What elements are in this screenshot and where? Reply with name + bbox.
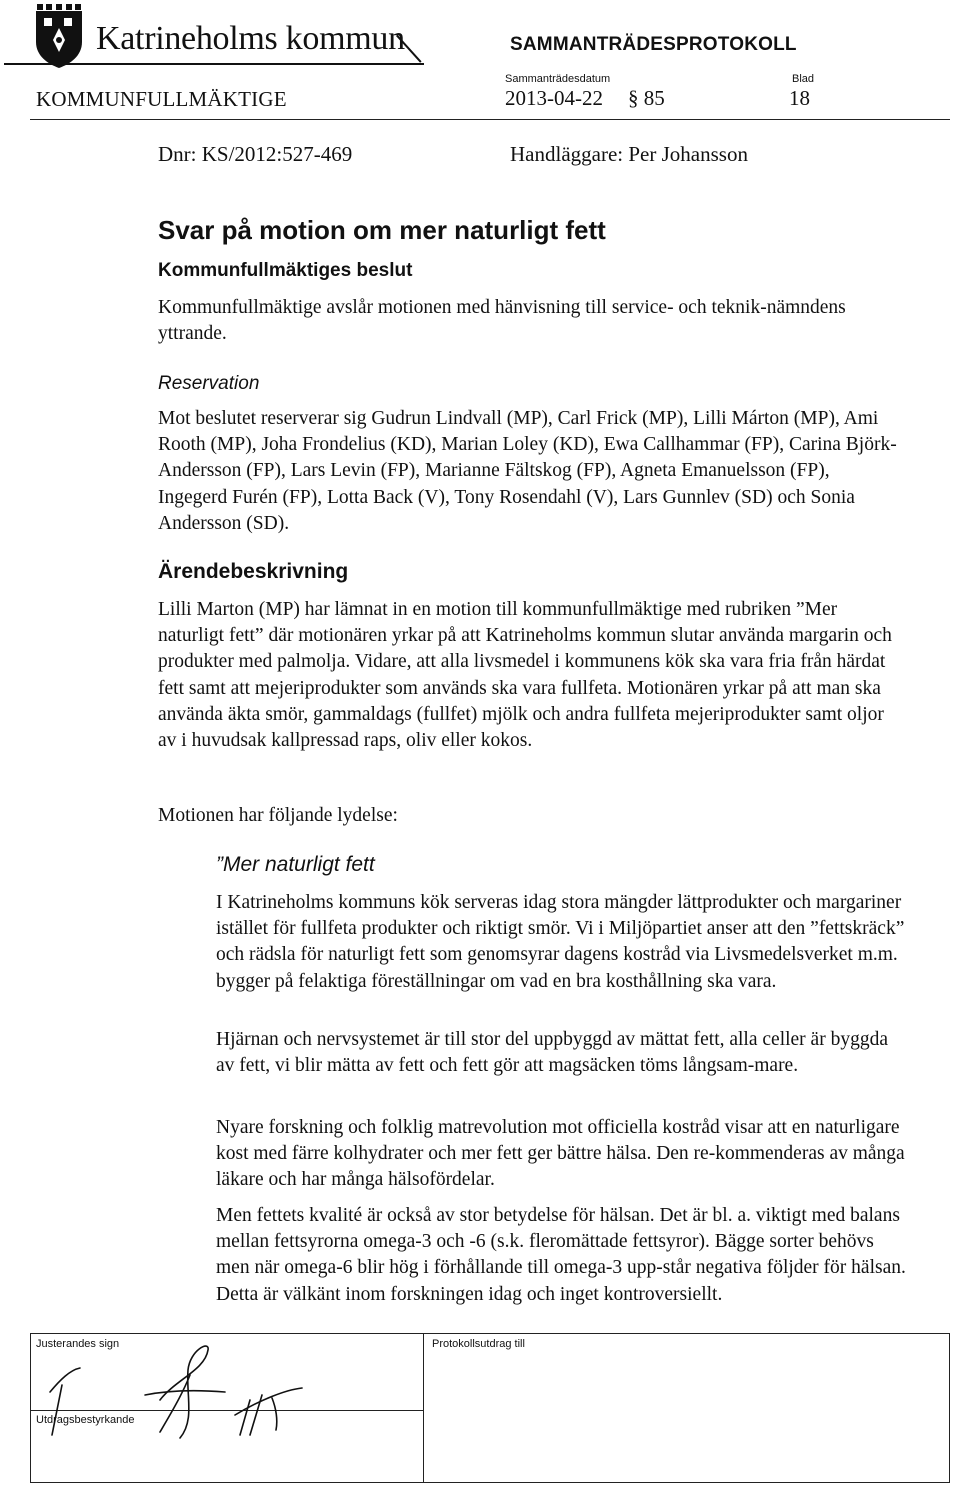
reservation-heading: Reservation <box>158 373 260 394</box>
organ-name: KOMMUNFULLMÄKTIGE <box>36 87 287 111</box>
motion-paragraph-1: I Katrineholms kommuns kök serveras idag stora mängder lättprodukter och margariner istället för fullfeta produkter och riktigt smör. Vi i Miljöpartiet anser att den ”fettskräck” och rädsla för naturligt fett som genomsyrar dagens kostråd via Livsmedelsverket m.m. bygger på felaktiga föreställningar om vad en bra kosthållning ska vara. <box>216 892 905 992</box>
protocol-extract-label: Protokollsutdrag till <box>432 1338 525 1350</box>
motion-paragraph-2: Hjärnan och nervsystemet är till stor del uppbyggd av mättat fett, alla celler är byggda av fett, vi blir mätta av fett och fett gör att magsäcken töms långsam-mare. <box>216 1029 888 1077</box>
motion-title: ”Mer naturligt fett <box>216 853 375 876</box>
diary-number: Dnr: KS/2012:527-469 <box>158 142 353 166</box>
handwritten-signatures <box>40 1340 340 1440</box>
reservation-text: Mot beslutet reserverar sig Gudrun Lindvall (MP), Carl Frick (MP), Lilli Márton (MP), Ami Rooth (MP), Joha Frondelius (KD), Marian Loley (KD), Ewa Callhammar (FP), Carina Björk-Andersson (FP), Lars Levin (FP), Marianne Fältskog (FP), Agneta Emanuelsson (FP), Ingegerd Furén (FP), Lotta Back (V), Tony Rosendahl (V), Lars Gunnlev (SD) och Sonia Andersson (SD). <box>158 408 897 534</box>
protocol-title: SAMMANTRÄDESPROTOKOLL <box>510 34 797 55</box>
date-label: Sammanträdesdatum <box>505 73 611 85</box>
header-divider <box>30 119 950 120</box>
motion-paragraph-3: Nyare forskning och folklig matrevolution mot officiella kostråd visar att en naturligare kost med färre kolhydrater och mer fett ger bättre hälsa. Den re-kommenderas av många läkare och har många hälsofördelar. <box>216 1117 905 1191</box>
adjuster-sign-label: Justerandes sign <box>36 1338 120 1350</box>
brand-underline <box>4 63 424 65</box>
extract-certification-label: Utdragsbestyrkande <box>36 1414 135 1426</box>
municipal-crest-icon <box>34 4 84 68</box>
case-officer: Handläggare: Per Johansson <box>510 142 748 166</box>
page-label: Blad <box>792 73 815 85</box>
decision-text: Kommunfullmäktige avslår motionen med hänvisning till service- och teknik-nämndens yttrande. <box>158 297 846 345</box>
municipality-name: Katrineholms kommun <box>96 20 405 57</box>
paragraph-number: § 85 <box>628 86 665 110</box>
motion-paragraph-4: Men fettets kvalité är också av stor betydelse för hälsan. Det är bl. a. viktigt med balans mellan fettsyrorna omega-3 och -6 (s.k. fleromättade fettsyror). Bägge sorter behövs men när omega-6 blir hög i förhållande till omega-3 upp-står negativa följder för hälsan. Detta är välkänt inom forskningen idag och inget kontroversiellt. <box>216 1205 906 1305</box>
document-title: Svar på motion om mer naturligt fett <box>158 215 606 245</box>
page-number: 18 <box>789 86 810 110</box>
distribution-box <box>424 1333 950 1483</box>
decision-heading: Kommunfullmäktiges beslut <box>158 260 413 281</box>
meeting-date: 2013-04-22 <box>505 86 603 110</box>
motion-intro: Motionen har följande lydelse: <box>158 805 398 826</box>
case-description-heading: Ärendebeskrivning <box>158 560 349 583</box>
case-description-text: Lilli Marton (MP) har lämnat in en motion till kommunfullmäktige med rubriken ”Mer naturligt fett” där motionären yrkar på att Katrineholms kommun slutar använda margarin och produkter med palmolja. Vidare, att alla livsmedel i kommunens kök ska vara fria från härdat fett samt att mejeriprodukter som används ska vara fullfeta. Motionären yrkar på att man ska använda äkta smör, gammaldags (fullfet) mjölk och andra fullfeta mejeriprodukter samt oljor av i huvudsak kallpressad raps, oliv eller kokos. <box>158 599 892 752</box>
